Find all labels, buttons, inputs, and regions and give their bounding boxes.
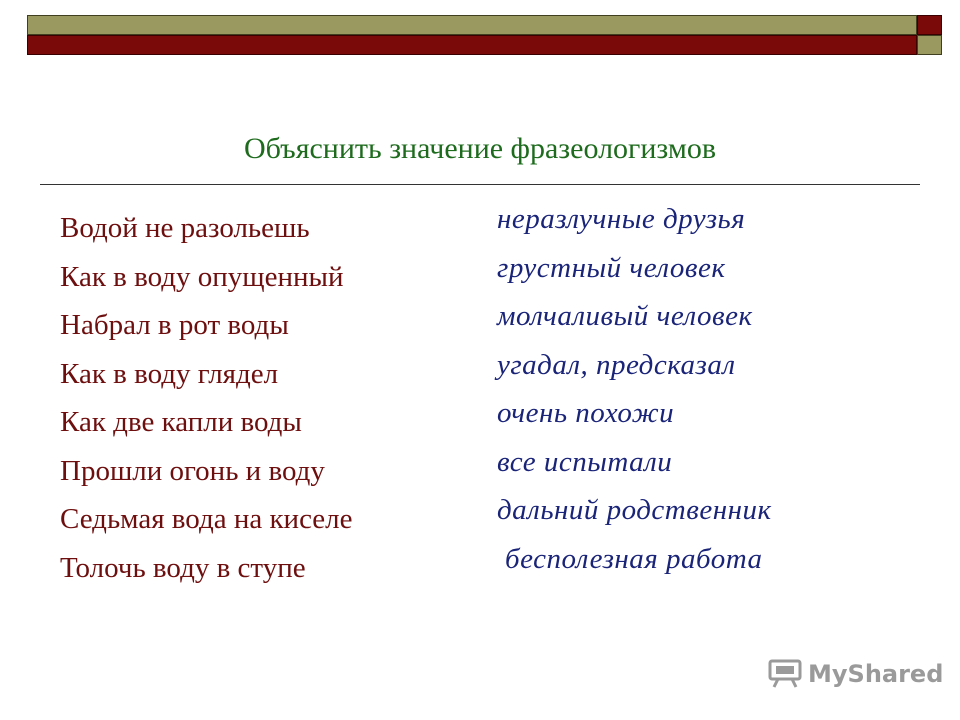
presentation-board-icon <box>768 659 802 689</box>
phrase-item: Водой не разольешь <box>60 212 310 244</box>
corner-square-bottom <box>917 35 942 55</box>
phrase-item: Седьмая вода на киселе <box>60 503 353 535</box>
meaning-item: дальний родственник <box>497 494 772 526</box>
title-divider <box>40 184 920 185</box>
myshared-watermark <box>768 656 944 692</box>
slide-header-bars <box>27 15 917 59</box>
olive-bar <box>27 15 917 35</box>
meaning-item: очень похожи <box>497 397 675 429</box>
phrase-item: Прошли огонь и воду <box>60 454 325 487</box>
maroon-bar <box>27 35 917 55</box>
phrase-item: Как две капли воды <box>60 406 302 438</box>
slide-title: Объяснить значение фразеологизмов <box>244 132 716 165</box>
meaning-item: грустный человек <box>497 251 726 284</box>
watermark-text: MyShared <box>808 660 944 688</box>
phrase-list <box>60 204 353 592</box>
meaning-item: неразлучные друзья <box>497 203 746 235</box>
meaning-item: молчаливый человек <box>497 300 753 332</box>
phrase-item: Как в воду глядел <box>60 357 279 390</box>
phrase-item: Как в воду опущенный <box>60 260 344 293</box>
meaning-item: бесполезная работа <box>505 542 763 575</box>
phrase-item: Набрал в рот воды <box>60 309 289 341</box>
phrase-item: Толочь воду в ступе <box>60 551 306 584</box>
meaning-item: угадал, предсказал <box>497 348 736 381</box>
meaning-list <box>497 195 772 583</box>
meaning-item: все испытали <box>497 445 673 478</box>
corner-squares <box>917 15 942 59</box>
corner-square-top <box>917 15 942 35</box>
